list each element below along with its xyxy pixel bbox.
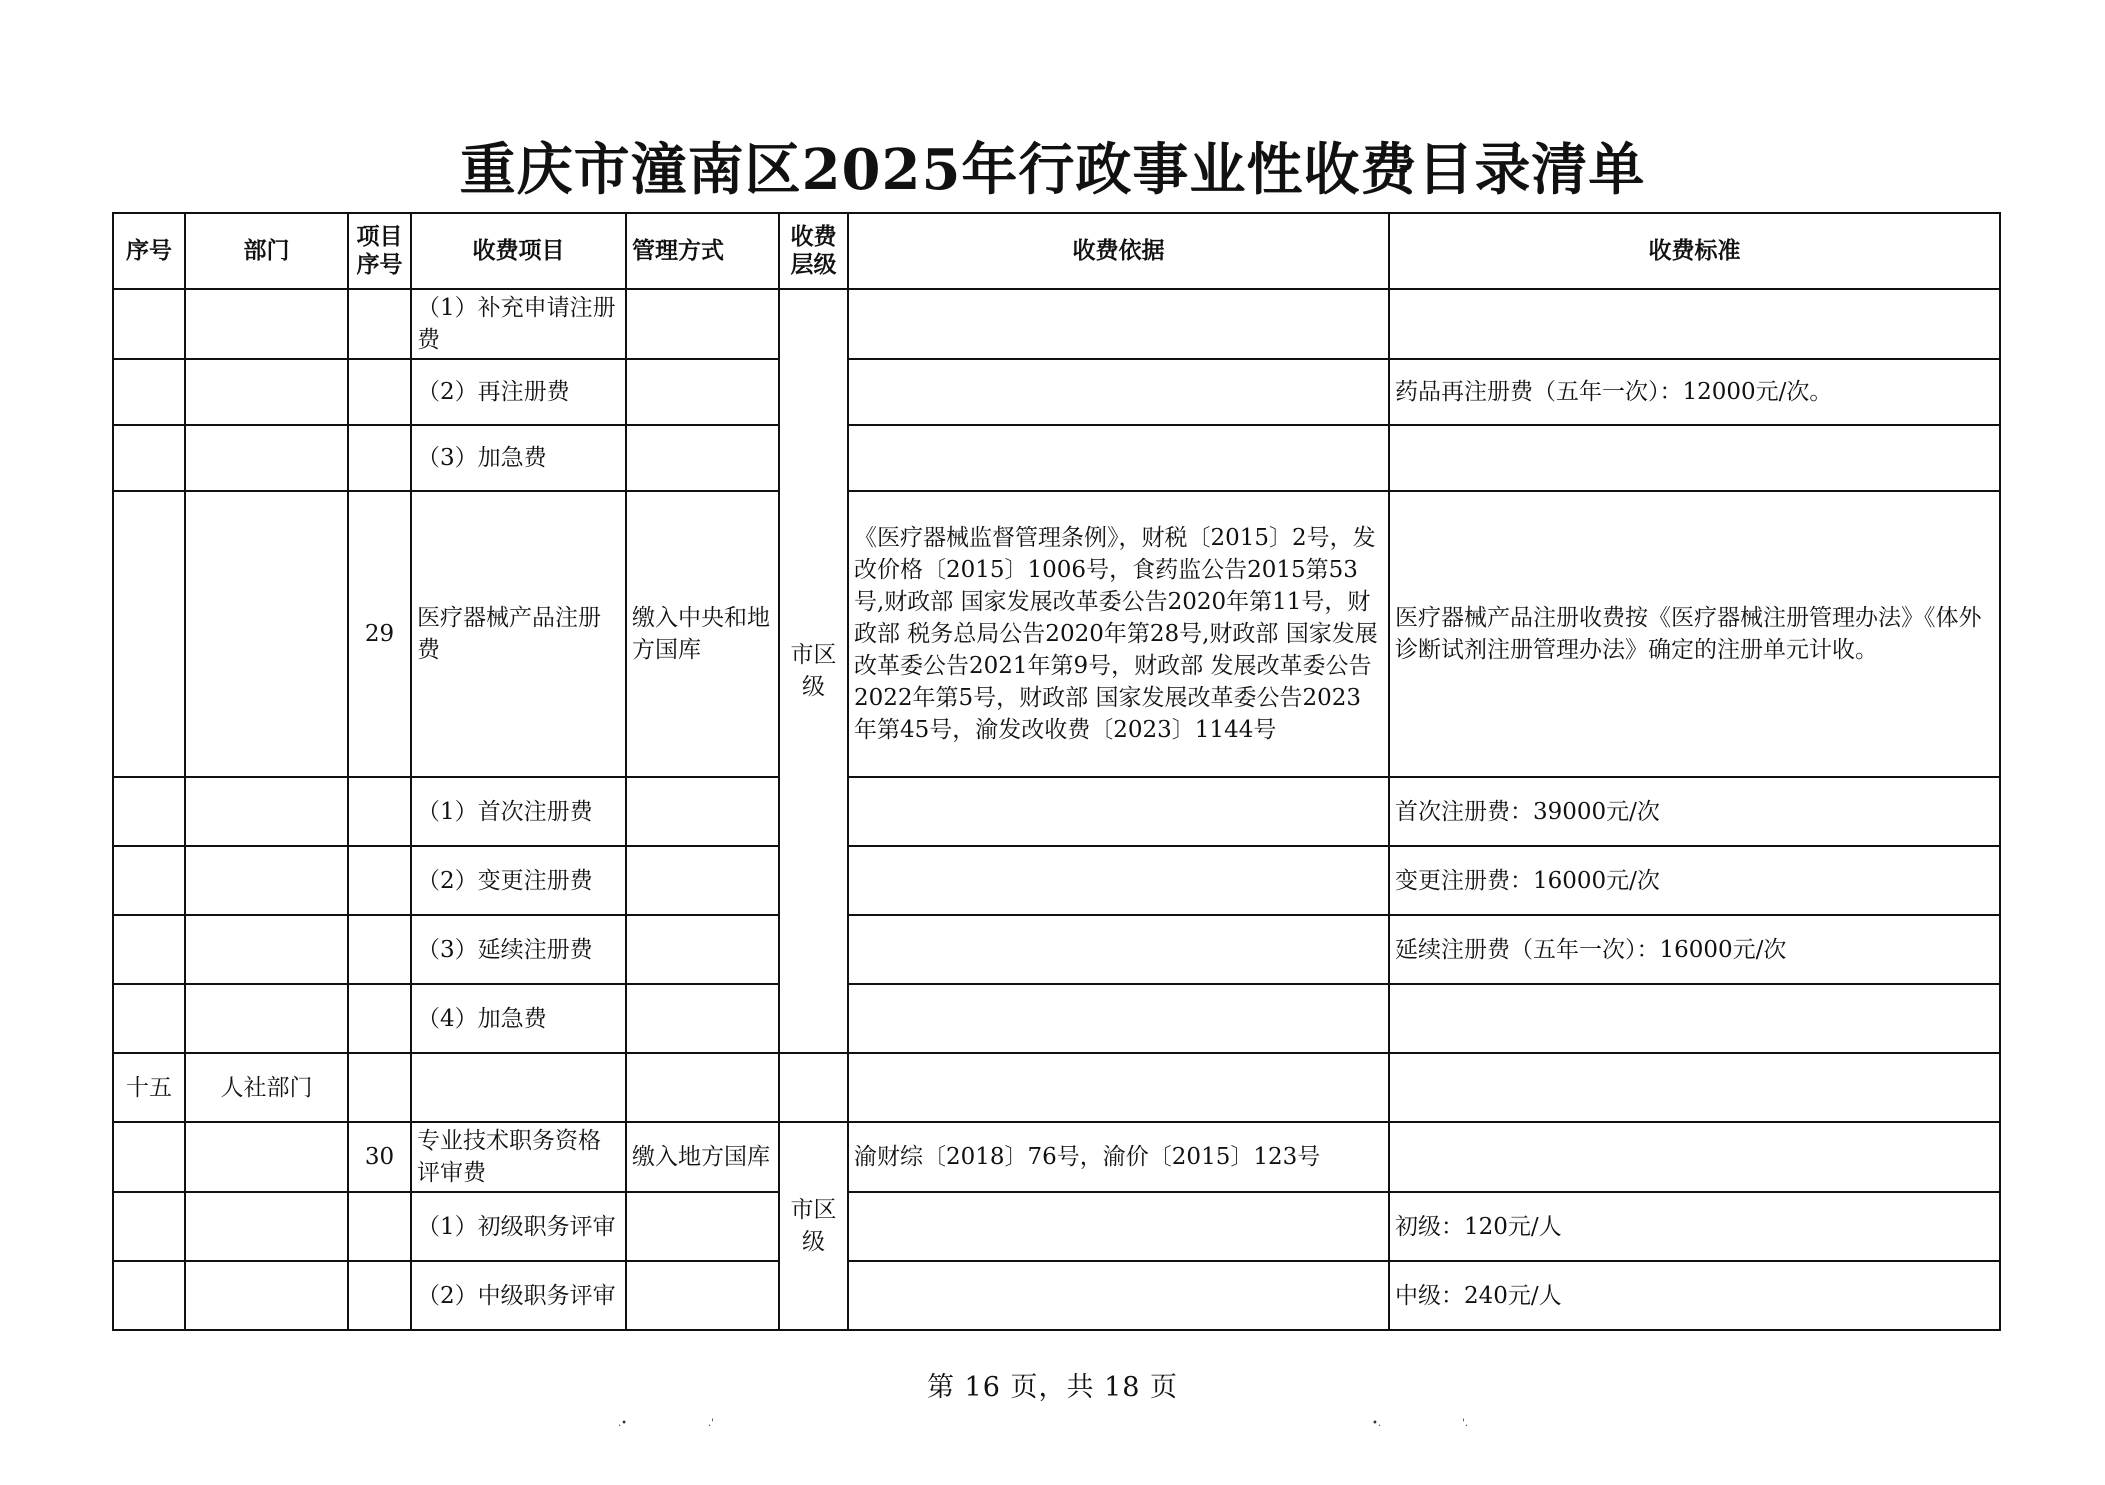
table-row	[113, 491, 2000, 777]
standard-cell: 医疗器械产品注册收费按《医疗器械注册管理办法》《体外诊断试剂注册管理办法》确定的注册单元计收。	[1389, 491, 2000, 777]
standard-cell: 首次注册费：39000元/次	[1389, 777, 2000, 846]
scan-speck: '.	[1462, 1418, 1468, 1429]
item-cell: 专业技术职务资格评审费	[411, 1122, 626, 1192]
table-row	[113, 359, 2000, 425]
header-seq: 序号	[113, 213, 185, 289]
table-row	[113, 1192, 2000, 1261]
item-cell: （1）初级职务评审	[411, 1192, 626, 1261]
item-no-cell: 30	[348, 1122, 411, 1192]
management-cell: 缴入中央和地方国库	[626, 491, 779, 777]
header-basis: 收费依据	[848, 213, 1389, 289]
table-row	[113, 289, 2000, 359]
item-cell: （2）再注册费	[411, 359, 626, 425]
standard-cell: 变更注册费：16000元/次	[1389, 846, 2000, 915]
header-level: 收费层级	[779, 213, 848, 289]
header-management: 管理方式	[626, 213, 779, 289]
level-cell: 市区级	[779, 1122, 848, 1330]
header-standard: 收费标准	[1389, 213, 2000, 289]
item-cell: （1）首次注册费	[411, 777, 626, 846]
scan-speck: •.	[1372, 1418, 1382, 1429]
table-row	[113, 1053, 2000, 1122]
level-cell: 市区级	[779, 289, 848, 1053]
standard-cell: 延续注册费（五年一次）：16000元/次	[1389, 915, 2000, 984]
standard-cell: 药品再注册费（五年一次）：12000元/次。	[1389, 359, 2000, 425]
header-dept: 部门	[185, 213, 348, 289]
seq-cell: 十五	[113, 1053, 185, 1122]
table-row	[113, 777, 2000, 846]
management-cell: 缴入地方国库	[626, 1122, 779, 1192]
basis-cell: 《医疗器械监督管理条例》，财税〔2015〕2号，发改价格〔2015〕1006号，食药监公告2015第53号,财政部 国家发展改革委公告2020年第11号，财政部 税务总局公告2020年第28号,财政部 国家发展改革委公告2021年第9号，财政部 发展改革委公告2022年第5号，财政部 国家发展改革委公告2023年第45号，渝发改收费〔2023〕1144号	[848, 491, 1389, 777]
item-no-cell: 29	[348, 491, 411, 777]
header-item: 收费项目	[411, 213, 626, 289]
table-row	[113, 1122, 2000, 1192]
item-cell: （2）变更注册费	[411, 846, 626, 915]
scan-speck: .•	[618, 1418, 628, 1429]
page-footer: 第 16 页，共 18 页	[926, 1372, 1179, 1403]
table-row	[113, 915, 2000, 984]
table-row	[113, 846, 2000, 915]
item-cell: （3）延续注册费	[411, 915, 626, 984]
item-cell: （1）补充申请注册费	[411, 289, 626, 359]
header-item-no: 项目序号	[348, 213, 411, 289]
standard-cell: 初级：120元/人	[1389, 1192, 2000, 1261]
item-cell: （2）中级职务评审	[411, 1261, 626, 1330]
item-cell: （3）加急费	[411, 425, 626, 491]
item-cell: （4）加急费	[411, 984, 626, 1053]
basis-cell: 渝财综〔2018〕76号，渝价〔2015〕123号	[848, 1122, 1389, 1192]
item-cell: 医疗器械产品注册费	[411, 491, 626, 777]
standard-cell: 中级：240元/人	[1389, 1261, 2000, 1330]
table-row	[113, 984, 2000, 1053]
dept-cell: 人社部门	[185, 1053, 348, 1122]
scan-speck: .'	[708, 1418, 714, 1429]
table-row	[113, 425, 2000, 491]
fee-catalog-table	[112, 212, 2001, 1331]
table-row	[113, 1261, 2000, 1330]
page-title: 重庆市潼南区2025年行政事业性收费目录清单	[459, 137, 1646, 203]
table-header-row	[113, 213, 2000, 289]
